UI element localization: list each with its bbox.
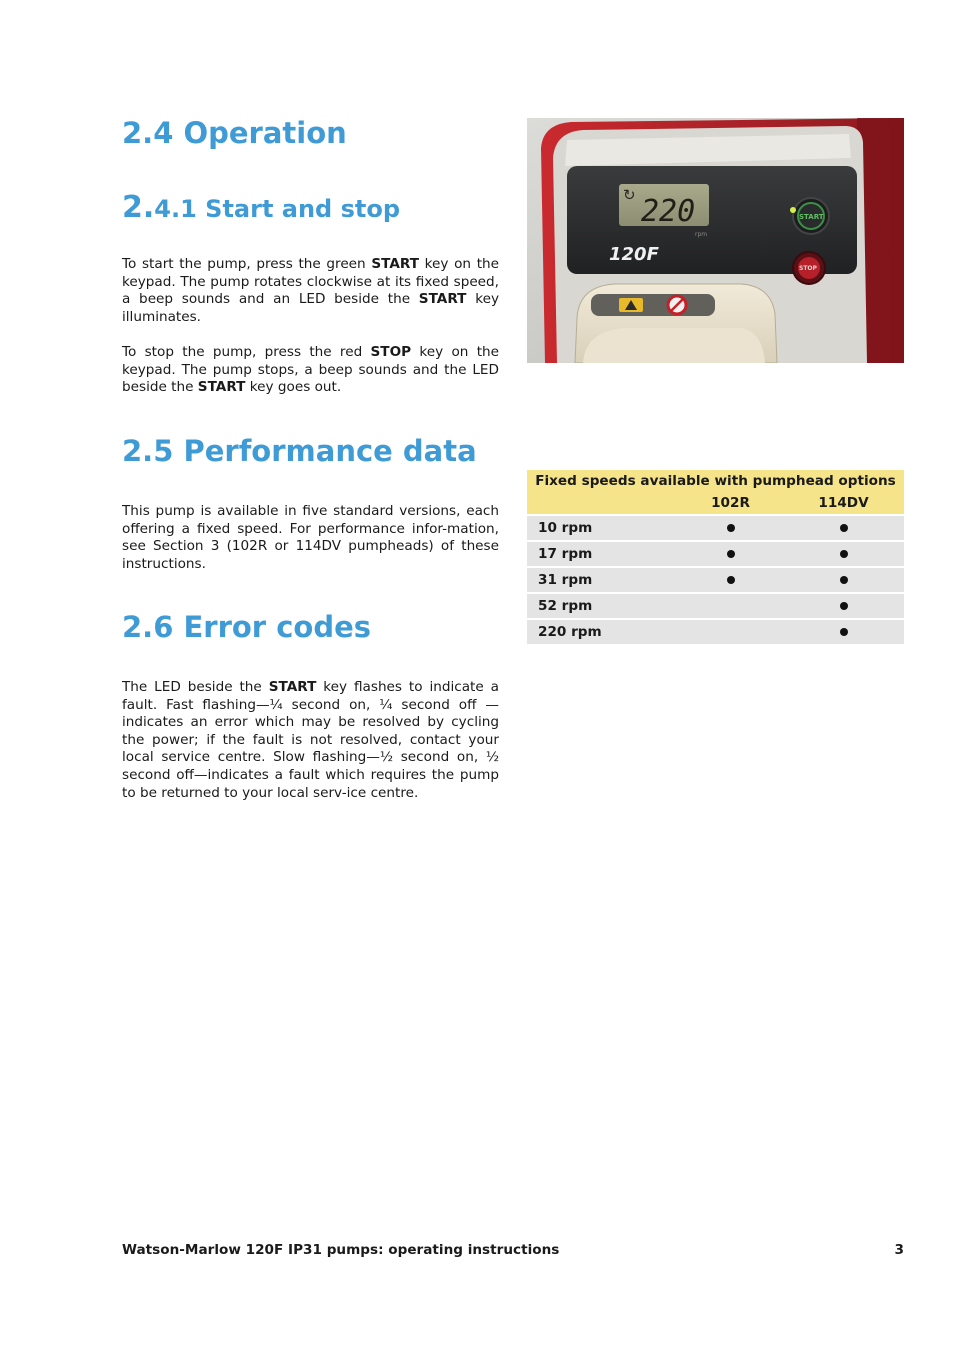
text-run: key illuminates. [122,291,499,325]
start-key-term: START [371,256,419,272]
rotation-symbol: ↻ [623,186,636,204]
speed-label: 31 rpm [527,566,678,592]
text-run: key on the keypad. The pump rotates clockwise at its fixed speed, a beep sounds and an LED beside the [122,256,500,308]
rpm-label: rpm [695,231,708,238]
available-dot-icon [840,576,848,584]
text-run: key on the keypad. The pump stops, a beep sounds and the LED beside the [122,344,500,396]
start-led [790,207,796,213]
table-caption: Fixed speeds available with pumphead options [527,470,904,492]
page-number: 3 [894,1242,904,1258]
speed-label: 10 rpm [527,514,678,540]
column-header-114dv: 114DV [783,492,904,514]
available-dot-icon [840,628,848,636]
availability-114dv [783,566,904,592]
column-header-102r: 102R [678,492,783,514]
fixed-speeds-table [527,470,904,644]
text-run: key goes out. [245,379,342,396]
available-dot-icon [727,576,735,584]
performance-text: This pump is available in five standard versions, each offering a fixed speed. For performance infor-mation, see Section 3 (102R or 114DV pumpheads) of these instructions. [122,503,499,572]
table-row [527,514,904,540]
availability-102r [678,540,783,566]
heading-start-and-stop [122,190,400,225]
lcd-readout: 220 [641,194,696,229]
table-header-row [527,492,904,514]
start-instructions [122,256,499,326]
start-key-term: START [268,679,317,695]
stop-instructions [122,344,499,397]
speed-label: 52 rpm [527,592,678,618]
text-run: To stop the pump, press the red [122,344,371,360]
heading-performance-data: 2.5 Performance data [122,434,477,468]
error-codes-text [122,679,499,802]
available-dot-icon [840,524,848,532]
availability-114dv [783,592,904,618]
availability-102r [678,514,783,540]
start-key-label: START [799,213,824,221]
footer-title: Watson-Marlow 120F IP31 pumps: operating instructions [122,1242,560,1258]
stop-key-label: STOP [799,265,817,272]
text-run: The LED beside the [122,679,269,695]
pump-illustration [527,118,904,363]
available-dot-icon [840,550,848,558]
available-dot-icon [840,602,848,610]
stop-key-term: STOP [370,344,412,360]
table-row [527,540,904,566]
availability-114dv [783,514,904,540]
availability-114dv [783,618,904,644]
availability-102r [678,566,783,592]
heading-number-prefix: 2. [122,190,155,225]
heading-error-codes: 2.6 Error codes [122,610,372,644]
table-row [527,592,904,618]
heading-number-rest: 4.1 Start and stop [154,195,401,223]
available-dot-icon [727,524,735,532]
start-key-term: START [197,379,246,396]
available-dot-icon [727,550,735,558]
speed-label: 17 rpm [527,540,678,566]
text-run: To start the pump, press the green [122,256,372,272]
availability-102r [678,592,783,618]
table-header-empty [527,492,678,514]
availability-102r [678,618,783,644]
heading-operation: 2.4 Operation [122,116,347,150]
model-label: 120F [609,244,659,265]
text-run: key flashes to indicate a fault. Fast flashing—¼ second on, ¼ second off —indicates an error which may be resolved by cycling the power; if the fault is not resolved, contact your local service centre. Slow flashing—½ second on, ½ second off—indicates a fault which requires the pump to be returned to your local serv-ice centre. [122,679,499,801]
availability-114dv [783,540,904,566]
speed-label: 220 rpm [527,618,678,644]
start-key-term: START [418,291,467,308]
table-caption-row [527,470,904,492]
table-row [527,566,904,592]
table-row [527,618,904,644]
pump-photo [527,118,904,363]
